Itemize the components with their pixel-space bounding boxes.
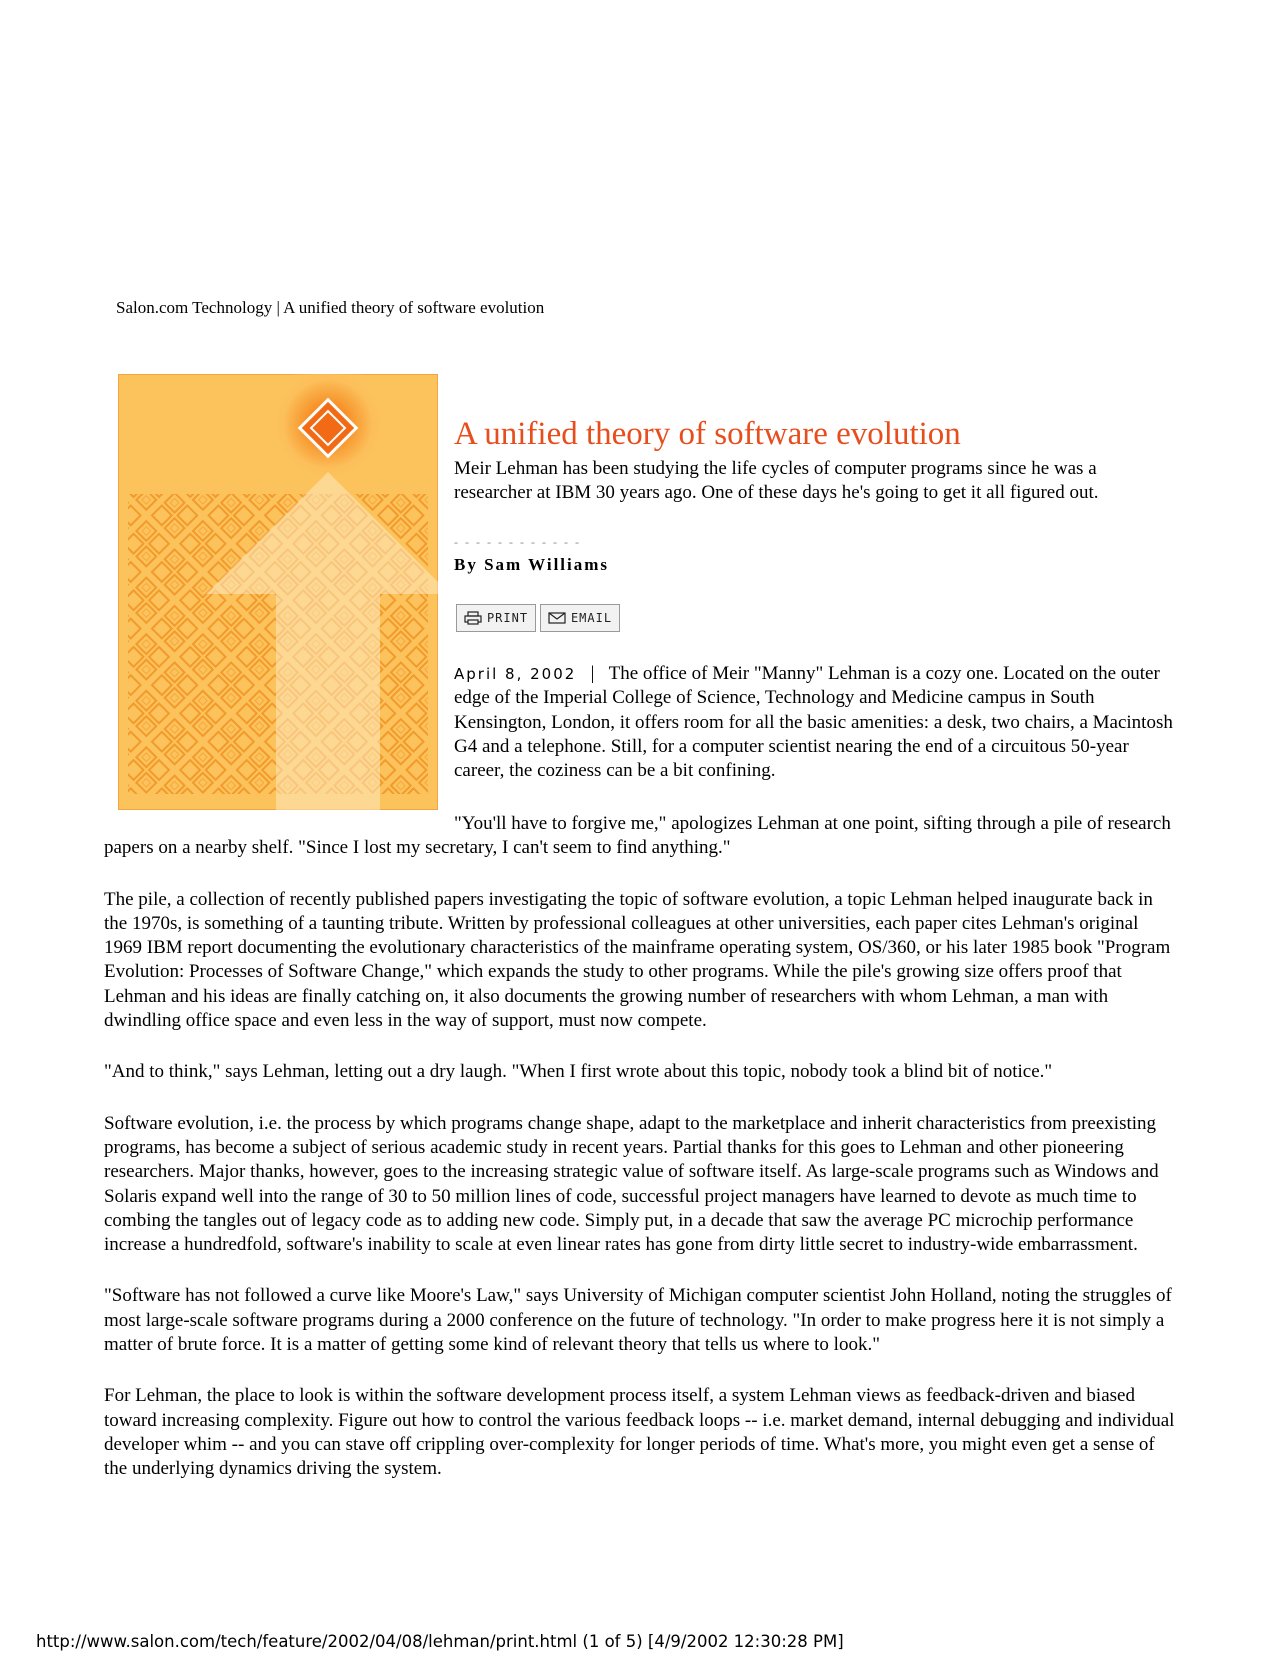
page-header: Salon.com Technology | A unified theory of software evolution	[116, 298, 545, 317]
paragraph: The pile, a collection of recently published papers investigating the topic of software evolution, a topic Lehman helped inaugurate back in the 1970s, is something of a taunting tribute. Written by professional colleagues at other universities, each paper cites Lehman's original 1969 IBM report documenting the evolutionary characteristics of the mainframe operating system, OS/360, or his later 1985 book "Program Evolution: Processes of Software Change," which expands the study to other programs. While the pile's growing size offers proof that Lehman and his ideas are finally catching on, it also documents the growing number of researchers with whom Lehman, a man with dwindling office space and even less in the way of support, must now compete.	[104, 888, 1171, 1032]
print-footer-url: http://www.salon.com/tech/feature/2002/04/08/lehman/print.html (1 of 5) [4/9/2002 12:30:28 PM]	[36, 1632, 844, 1651]
lead-paragraph	[454, 662, 1176, 783]
article-illustration	[118, 374, 438, 810]
article-tools	[456, 604, 620, 632]
print-button[interactable]	[456, 604, 536, 632]
email-label: EMAIL	[570, 611, 613, 625]
paragraph: Software evolution, i.e. the process by which programs change shape, adapt to the marketplace and inherit characteristics from preexisting programs, has become a subject of serious academic study in recent years. Partial thanks for this goes to Lehman and other pioneering researchers. Major thanks, however, goes to the increasing strategic value of software itself. As large-scale programs such as Windows and Solaris expand well into the range of 30 to 50 million lines of code, successful project managers have learned to devote as much time to combing the tangles out of legacy code as to adding new code. Simply put, in a decade that saw the average PC microchip performance increase a hundredfold, software's inability to scale at even linear rates has gone from dirty little secret to industry-wide embarrassment.	[104, 1112, 1159, 1256]
printer-icon	[464, 611, 482, 625]
article-headline: A unified theory of software evolution	[454, 416, 961, 452]
paragraph: For Lehman, the place to look is within the software development process itself, a system Lehman views as feedback-driven and biased toward increasing complexity. Figure out how to control the various feedback loops -- i.e. market demand, internal debugging and individual developer whim -- and you can stave off crippling over-complexity for longer periods of time. What's more, you might even get a sense of the underlying dynamics driving the system.	[104, 1385, 1175, 1480]
dateline: April 8, 2002	[454, 665, 577, 683]
envelope-icon	[548, 611, 566, 625]
lead-text: The office of Meir "Manny" Lehman is a cozy one. Located on the outer edge of the Imperial College of Science, Technology and Medicine campus in South Kensington, London, it offers room for all the basic amenities: a desk, two chairs, a Macintosh G4 and a telephone. Still, for a computer scientist nearing the end of a circuitous 50-year career, the coziness can be a bit confining.	[454, 663, 1173, 782]
dateline-separator: |	[590, 663, 595, 684]
print-label: PRINT	[486, 611, 529, 625]
paragraph: "Software has not followed a curve like Moore's Law," says University of Michigan computer scientist John Holland, noting the struggles of most large-scale software programs during a 2000 conference on the future of technology. "In order to make progress here it is not simply a matter of brute force. It is a matter of getting some kind of relevant theory that tells us where to look."	[104, 1285, 1172, 1356]
article-subhead: Meir Lehman has been studying the life cycles of computer programs since he was a researcher at IBM 30 years ago. One of these days he's going to get it all figured out.	[454, 458, 1099, 503]
byline: By Sam Williams	[454, 555, 610, 574]
byline-divider: - - - - - - - - - - - -	[454, 535, 581, 549]
article-body	[104, 812, 1176, 1509]
paragraph: "And to think," says Lehman, letting out a dry laugh. "When I first wrote about this topic, nobody took a blind bit of notice."	[104, 1061, 1053, 1083]
email-button[interactable]	[540, 604, 620, 632]
paragraph: "You'll have to forgive me," apologizes Lehman at one point, sifting through a pile of research papers on a nearby shelf. "Since I lost my secretary, I can't seem to find anything."	[104, 813, 1171, 859]
